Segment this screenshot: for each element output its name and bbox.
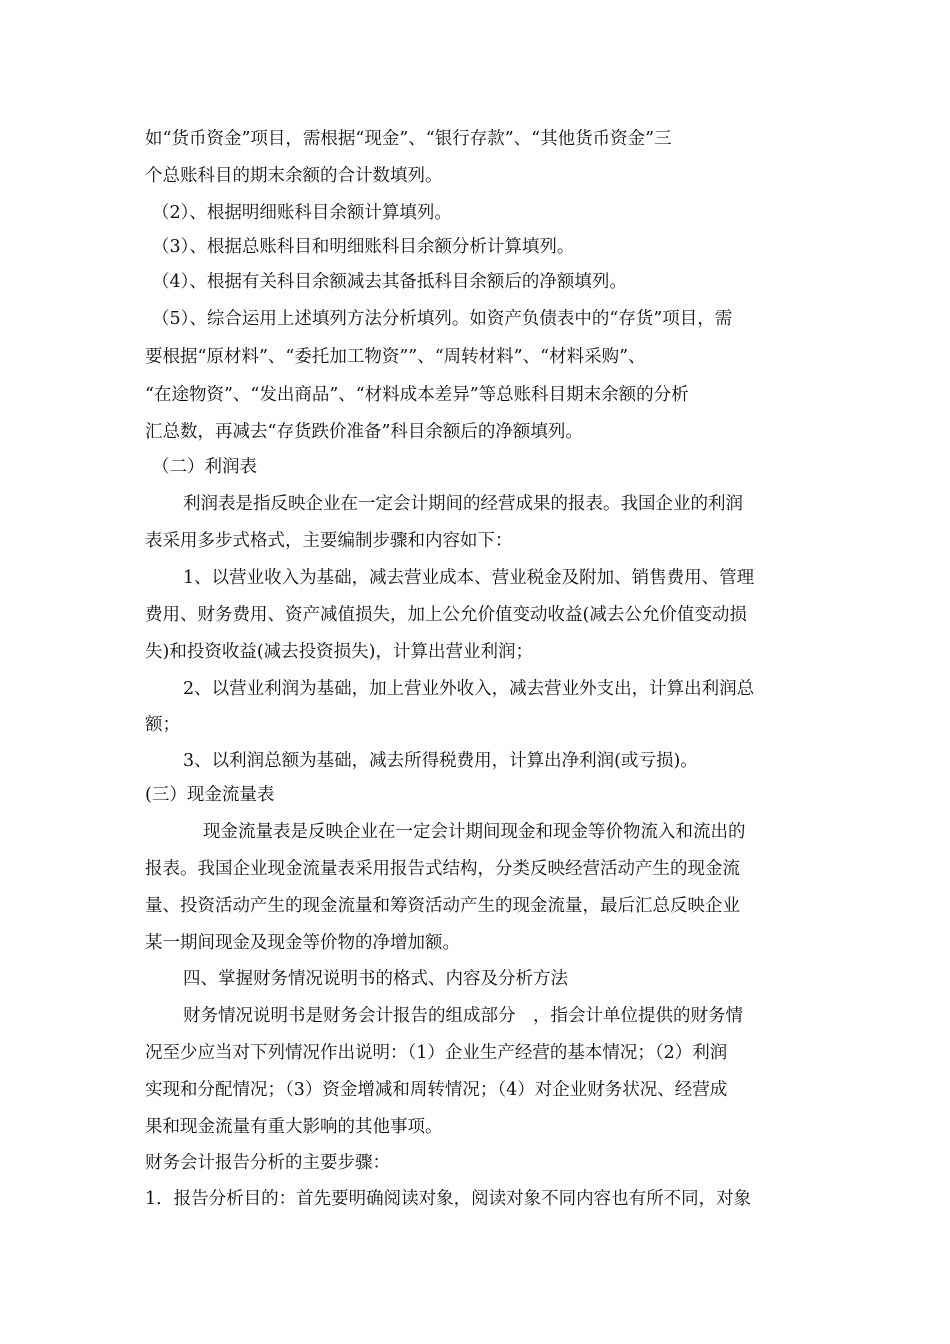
list-item: 2、以营业利润为基础，加上营业外收入，减去营业外支出，计算出利润总 — [183, 679, 755, 699]
paragraph-start: 利润表是指反映企业在一定会计期间的经营成果的报表。我国企业的利润 — [183, 494, 743, 514]
text-line: 费用、财务费用、资产减值损失，加上公允价值变动收益(减去公允价值变动损 — [145, 605, 747, 625]
section-heading: (三）现金流量表 — [145, 785, 275, 805]
list-item: 1、以营业收入为基础，减去营业成本、营业税金及附加、销售费用、管理 — [183, 568, 755, 588]
text-line: 个总账科目的期末余额的合计数填列。 — [145, 166, 443, 186]
list-item: 3、以利润总额为基础，减去所得税费用，计算出净利润(或亏损)。 — [183, 751, 698, 771]
section-heading: （二）利润表 — [152, 457, 257, 477]
text-line: 失)和投资收益(减去投资损失)，计算出营业利润； — [145, 642, 533, 662]
text-line: 某一期间现金及现金等价物的净增加额。 — [145, 933, 460, 953]
text-line: 实现和分配情况；（3）资金增减和周转情况；（4）对企业财务状况、经营成 — [145, 1080, 728, 1100]
section-heading: 四、掌握财务情况说明书的格式、内容及分析方法 — [183, 969, 568, 989]
paragraph-start: 现金流量表是反映企业在一定会计期间现金和现金等价物流入和流出的 — [203, 822, 746, 842]
text-line: 果和现金流量有重大影响的其他事项。 — [145, 1117, 443, 1137]
text-line: 况至少应当对下列情况作出说明：（1）企业生产经营的基本情况；（2）利润 — [145, 1043, 728, 1063]
text-line: 汇总数，再减去“存货跌价准备”科目余额后的净额填列。 — [145, 422, 583, 442]
text-line: 额； — [145, 715, 180, 735]
text-line: 量、投资活动产生的现金流量和筹资活动产生的现金流量，最后汇总反映企业 — [145, 896, 740, 916]
list-item: （5）、综合运用上述填列方法分析填列。如资产负债表中的“存货”项目，需 — [152, 309, 733, 329]
text-line: 要根据“原材料”、“委托加工物资””、“周转材料”、“材料采购”、 — [145, 347, 646, 367]
text-line: 报表。我国企业现金流量表采用报告式结构，分类反映经营活动产生的现金流 — [145, 859, 740, 879]
list-item: （2）、根据明细账科目余额计算填列。 — [152, 203, 452, 223]
list-item: （3）、根据总账科目和明细账科目余额分析计算填列。 — [152, 237, 575, 257]
paragraph-start: 财务情况说明书是财务会计报告的组成部分 ，指会计单位提供的财务情 — [183, 1006, 743, 1026]
section-heading: 财务会计报告分析的主要步骤： — [145, 1153, 390, 1173]
text-line: “在途物资”、“发出商品”、“材料成本差异”等总账科目期末余额的分析 — [145, 385, 689, 405]
text-line: 表采用多步式格式，主要编制步骤和内容如下： — [145, 531, 513, 551]
list-item: （4）、根据有关科目余额减去其备抵科目余额后的净额填列。 — [152, 272, 627, 292]
text-line: 如“货币资金”项目，需根据“现金”、“银行存款”、“其他货币资金”三 — [145, 129, 672, 149]
list-item: 1．报告分析目的：首先要明确阅读对象，阅读对象不同内容也有所不同，对象 — [145, 1189, 752, 1209]
